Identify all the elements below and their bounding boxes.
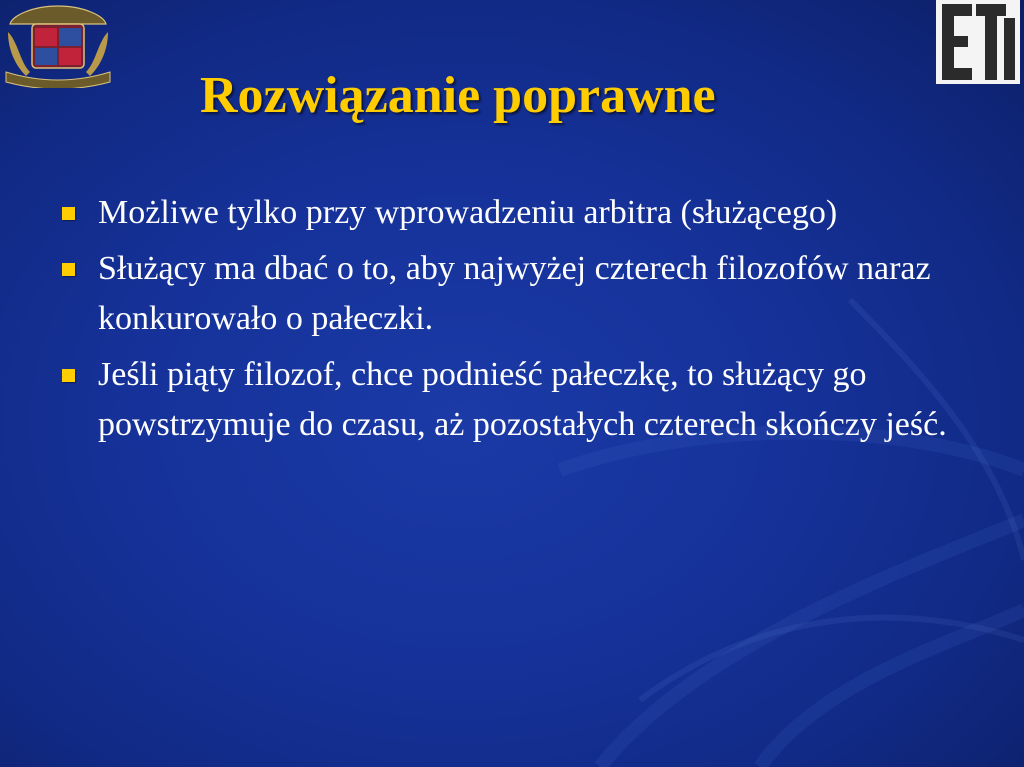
university-crest-logo (2, 2, 114, 88)
slide-title: Rozwiązanie poprawne (200, 67, 716, 124)
bullet-text: Jeśli piąty filozof, chce podnieść pałeczkę, to służący go powstrzymuje do czasu, aż pozostałych czterech skończy jeść. (98, 356, 947, 443)
square-bullet-icon (62, 207, 75, 220)
eti-logo (936, 0, 1020, 84)
square-bullet-icon (62, 263, 75, 276)
bullet-item (60, 244, 980, 344)
bullet-text: Możliwe tylko przy wprowadzeniu arbitra (służącego) (98, 194, 838, 231)
bullet-list (60, 188, 980, 456)
bullet-item (60, 350, 980, 450)
square-bullet-icon (62, 369, 75, 382)
bullet-text: Służący ma dbać o to, aby najwyżej czterech filozofów naraz konkurowało o pałeczki. (98, 250, 931, 337)
bullet-item (60, 188, 980, 238)
